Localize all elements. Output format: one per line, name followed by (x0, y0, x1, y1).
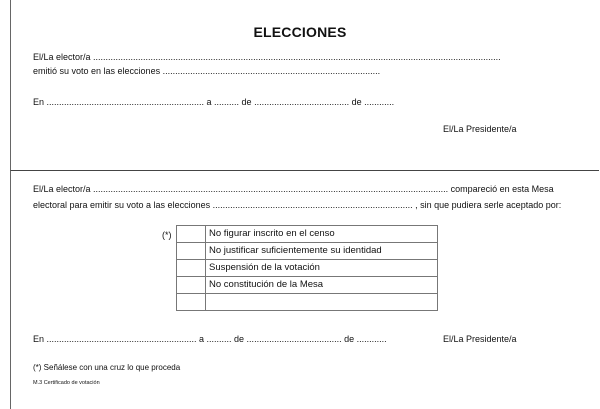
reason-checkbox[interactable] (177, 277, 206, 294)
top-signature-label: El/La Presidente/a (443, 124, 517, 134)
reason-checkbox[interactable] (177, 260, 206, 277)
reason-label (206, 294, 438, 311)
table-row (177, 277, 438, 294)
document-title: ELECCIONES (253, 24, 347, 40)
document-code: M.3 Certificado de votación (33, 380, 100, 386)
reason-label: Suspensión de la votación (206, 260, 438, 277)
table-row (177, 226, 438, 243)
table-row (177, 243, 438, 260)
reason-checkbox[interactable] (177, 226, 206, 243)
reason-checkbox[interactable] (177, 294, 206, 311)
footnote: (*) Señálese con una cruz lo que proceda (33, 363, 181, 372)
table-row (177, 294, 438, 311)
reason-label: No constitución de la Mesa (206, 277, 438, 294)
bottom-signature-label: El/La Presidente/a (443, 334, 517, 344)
reason-label: No figurar inscrito en el censo (206, 226, 438, 243)
bottom-voter-line: El/La elector/a .............................................................................................................................................. compareció en esta Mesa (33, 184, 554, 194)
reason-checkbox[interactable] (177, 243, 206, 260)
top-place-date-line: En ............................................................... a .......... de ...................................... de ............ (33, 97, 395, 107)
asterisk-marker: (*) (162, 230, 172, 240)
rejection-reasons-table (176, 225, 438, 311)
top-voted-line: emitió su voto en las elecciones ....................................................................................... (33, 66, 381, 76)
bottom-purpose-line: electoral para emitir su voto a las elecciones ................................................................................ , sin que pudiera serle aceptado por: (33, 200, 562, 210)
bottom-place-date-line: En ............................................................ a .......... de ...................................... de ............ (33, 334, 387, 344)
reason-label: No justificar suficientemente su identidad (206, 243, 438, 260)
table-row (177, 260, 438, 277)
top-voter-line: El/La elector/a ................................................................................................................................................................... (33, 52, 501, 62)
